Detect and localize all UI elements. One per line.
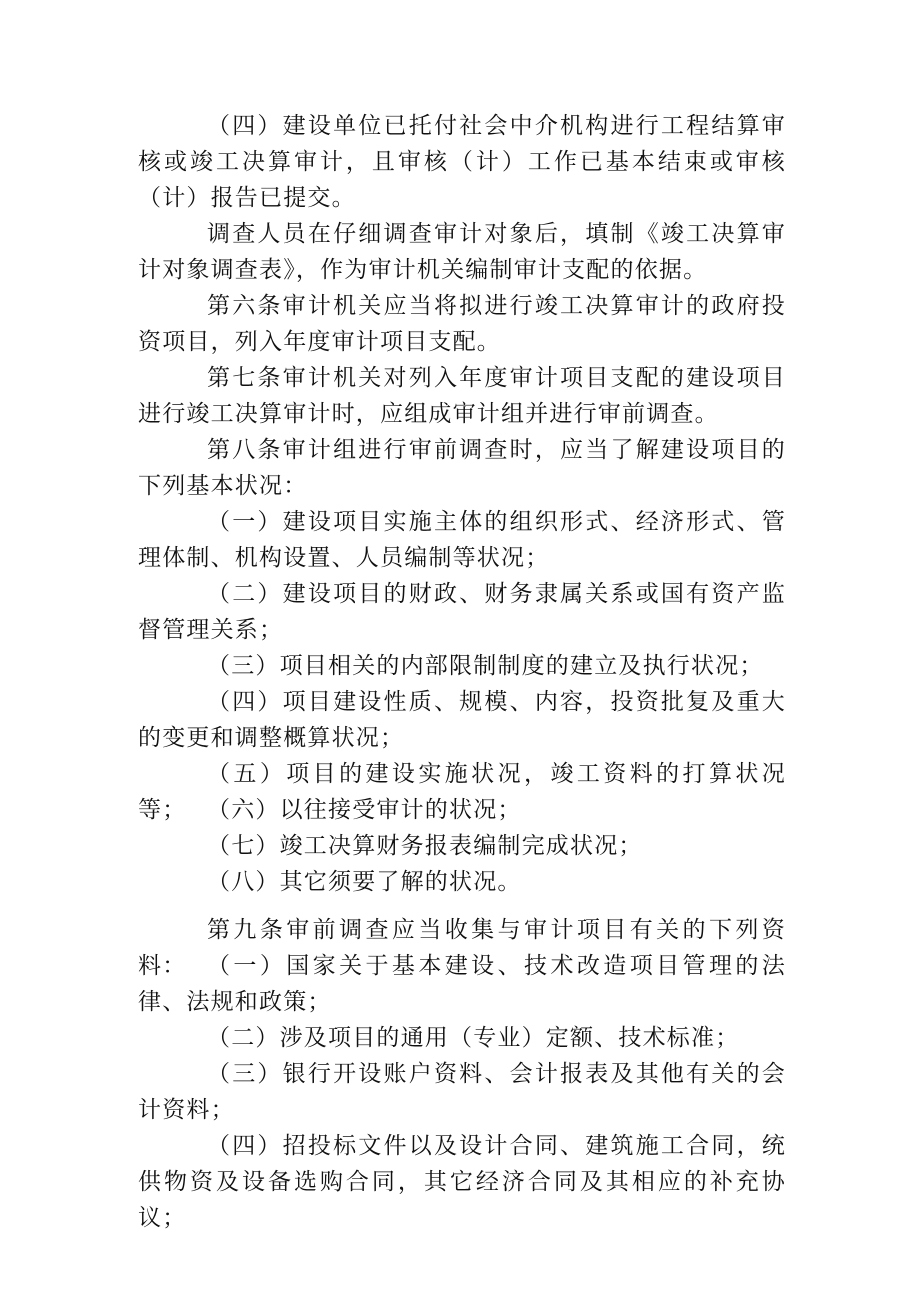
paragraph-article-9: 第九条审前调查应当收集与审计项目有关的下列资料： — [138, 917, 786, 979]
paragraph-article-9-item-4: （四）招投标文件以及设计合同、建筑施工合同，统供物资及设备选购合同，其它经济合同及其相应的补充协议； — [138, 1133, 786, 1231]
paragraph-article-8-item-3: （三）项目相关的内部限制制度的建立及执行状况； — [207, 653, 764, 679]
paragraph-article-7: 第七条审计机关对列入年度审计项目支配的建设项目进行竣工决算审计时，应组成审计组并进行审前调查。 — [138, 365, 786, 427]
paragraph-article-8: 第八条审计组进行审前调查时，应当了解建设项目的下列基本状况： — [138, 437, 786, 499]
paragraph-article-8-item-8: （八）其它须要了解的状况。 — [207, 869, 522, 895]
paragraph-article-8-item-4: （四）项目建设性质、规模、内容，投资批复及重大的变更和调整概算状况； — [138, 689, 786, 751]
paragraph-article-9-item-2: （二）涉及项目的通用（专业）定额、技术标准； — [207, 1025, 740, 1051]
paragraph-article-8-item-2: （二）建设项目的财政、财务隶属关系或国有资产监督管理关系； — [138, 581, 786, 643]
paragraph-article-9-item-1: （一）国家关于基本建设、技术改造项目管理的法律、法规和政策； — [138, 953, 786, 1015]
paragraph-article-9-item-3: （三）银行开设账户资料、会计报表及其他有关的会计资料； — [138, 1061, 786, 1123]
paragraph-investigator-fill-form: 调查人员在仔细调查审计对象后，填制《竣工决算审计对象调查表》，作为审计机关编制审计支配的依据。 — [138, 221, 786, 283]
paragraph-article-6: 第六条审计机关应当将拟进行竣工决算审计的政府投资项目，列入年度审计项目支配。 — [138, 293, 786, 355]
paragraph-article-8-item-5: （五）项目的建设实施状况，竣工资料的打算状况等； — [138, 761, 786, 823]
paragraph-article-8-item-1: （一）建设项目实施主体的组织形式、经济形式、管理体制、机构设置、人员编制等状况； — [138, 509, 786, 571]
paragraph-article-8-item-7: （七）竣工决算财务报表编制完成状况； — [207, 833, 643, 859]
paragraph-item-4-commissioned-audit: （四）建设单位已托付社会中介机构进行工程结算审核或竣工决算审计，且审核（计）工作已基本结束或审核（计）报告已提交。 — [138, 113, 786, 211]
paragraph-article-8-item-6: （六）以往接受审计的状况； — [207, 797, 522, 823]
